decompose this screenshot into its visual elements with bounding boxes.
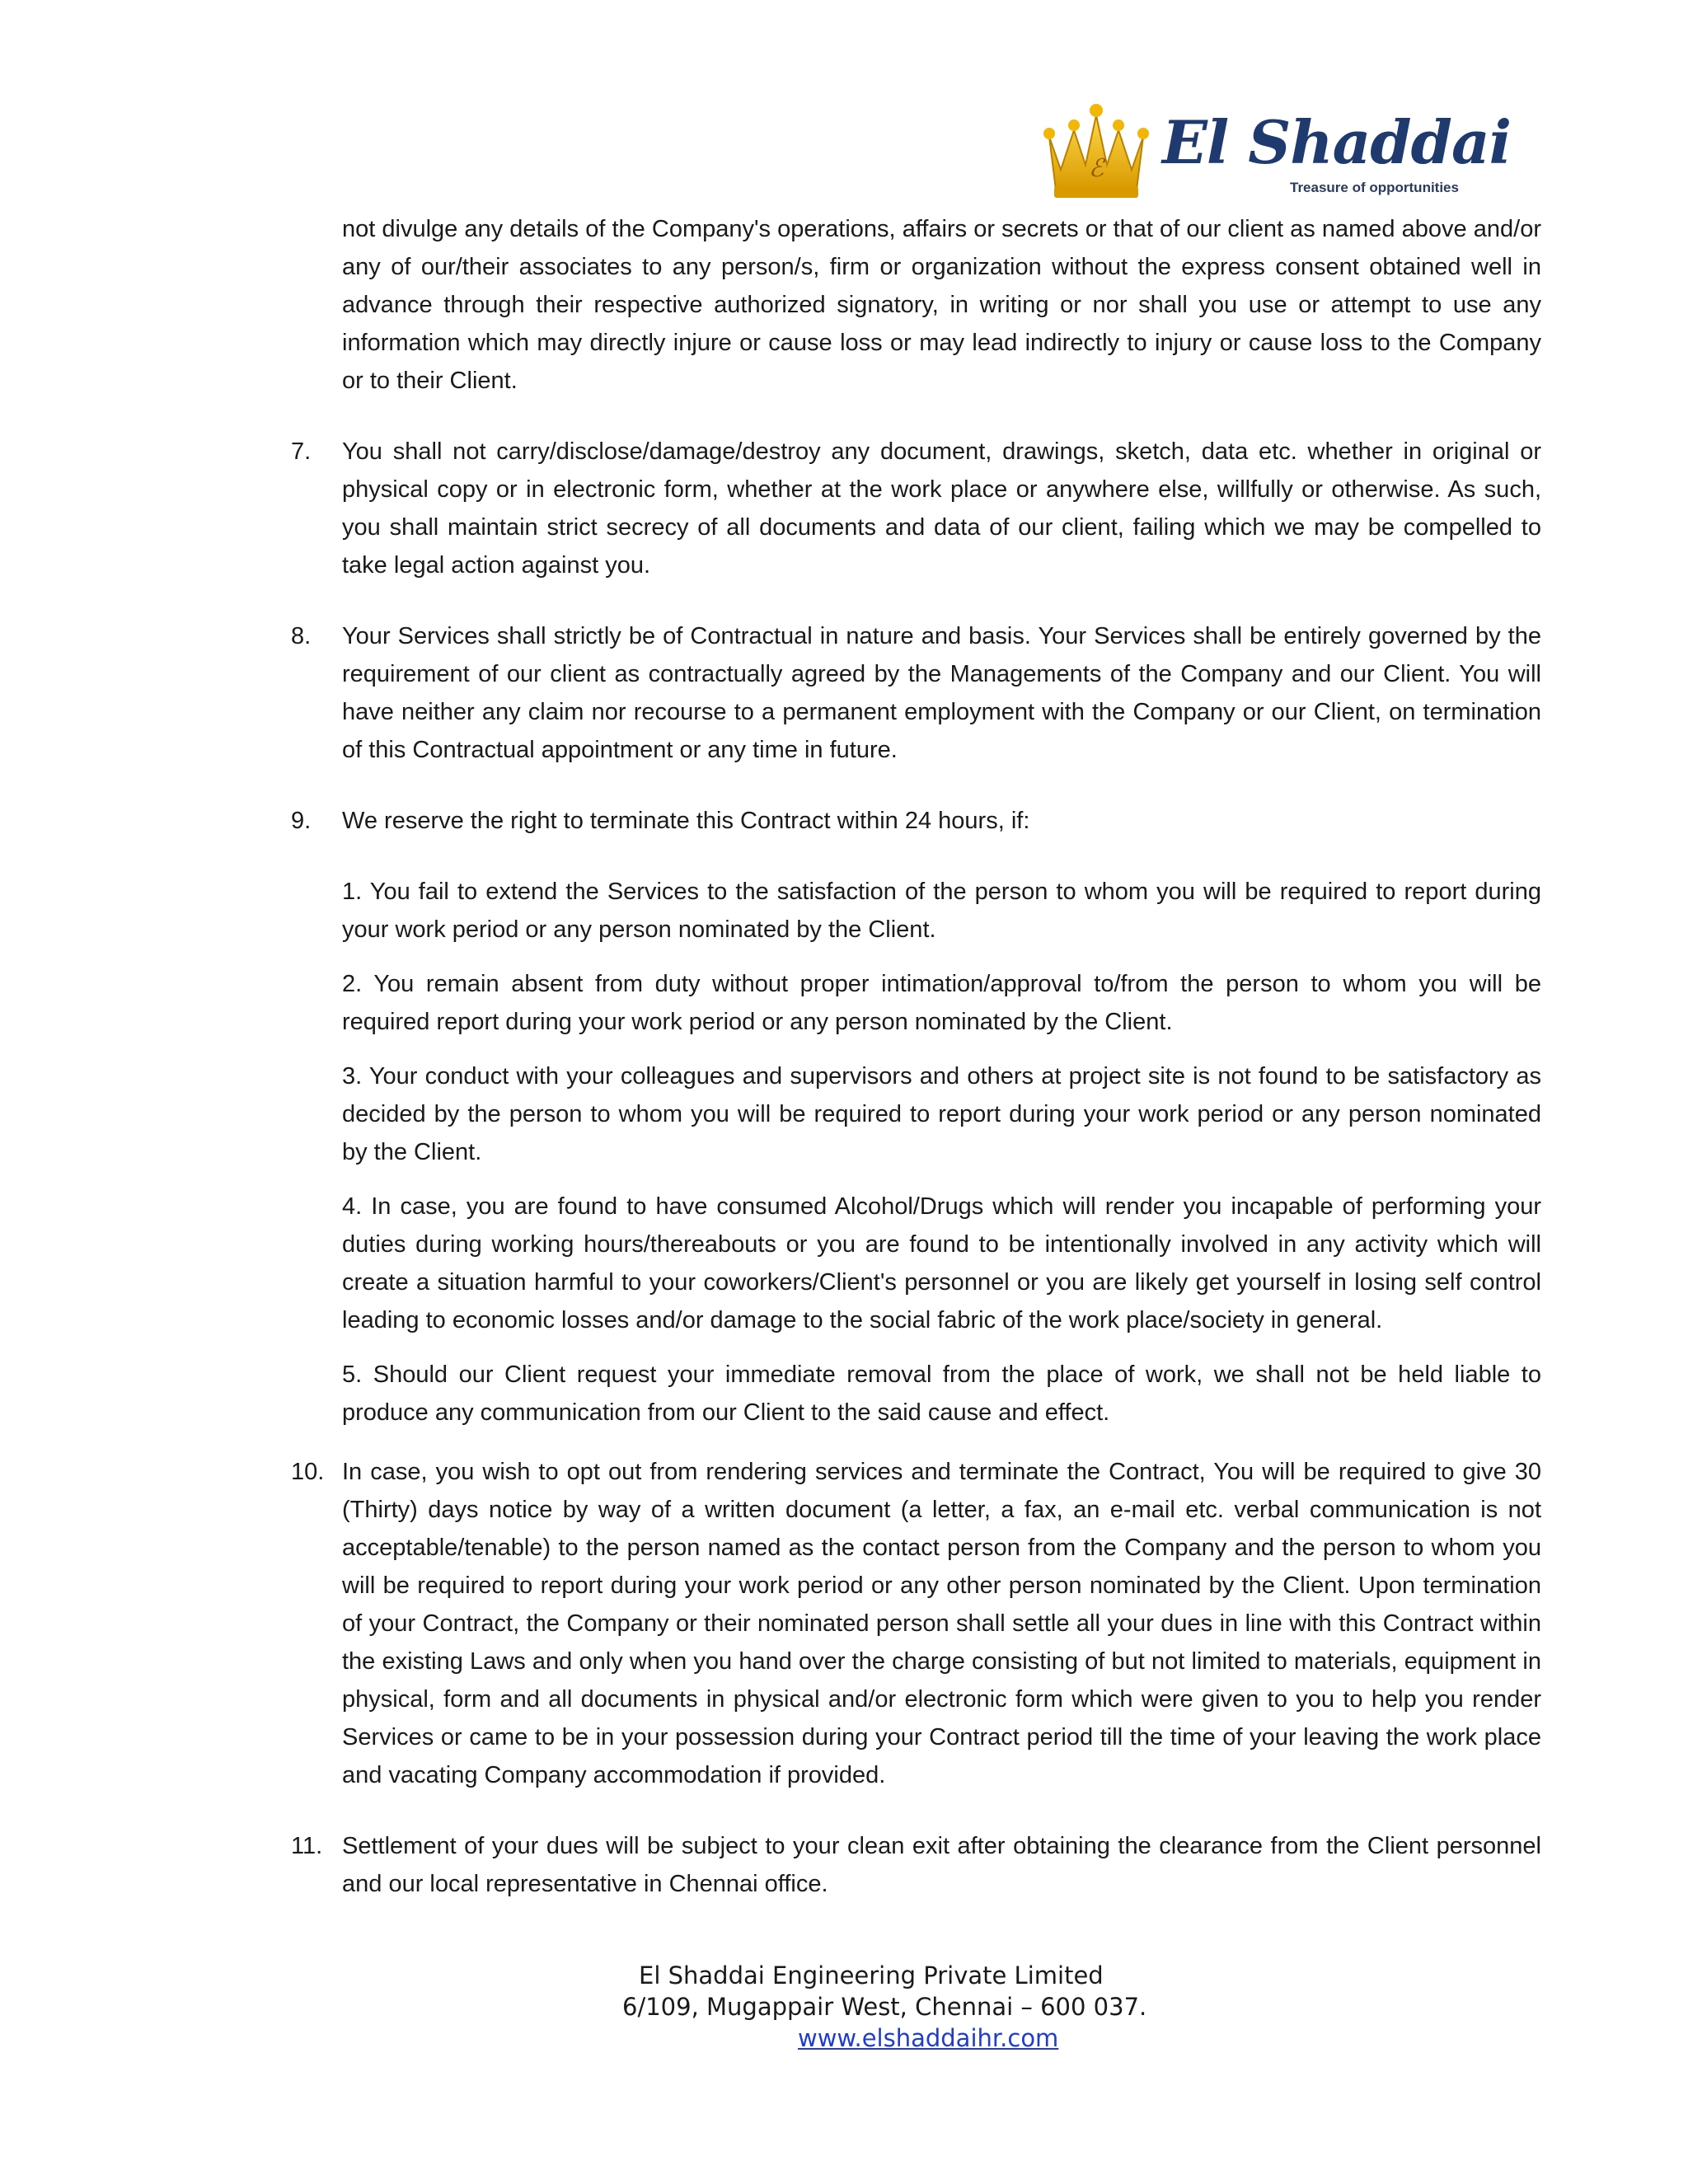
clause-number: 7.	[291, 438, 312, 465]
clause-number: 9.	[291, 808, 312, 834]
footer-company-name: El Shaddai Engineering Private Limited	[639, 1961, 1104, 1990]
clause-7	[291, 433, 1541, 584]
footer-website-link[interactable]: www.elshaddaihr.com	[798, 2024, 1059, 2052]
footer-address: 6/109, Mugappair West, Chennai – 600 037.	[622, 1993, 1147, 2021]
crown-icon	[1034, 97, 1158, 204]
clause-text: We reserve the right to terminate this Contract within 24 hours, if:	[342, 808, 1030, 834]
clause-text: Settlement of your dues will be subject to your clean exit after obtaining the clearance from the Client personnel and our local representative in Chennai office.	[342, 1833, 1541, 1897]
clause-9	[291, 802, 1541, 840]
clause-11	[291, 1827, 1541, 1903]
company-logo	[1034, 97, 1511, 204]
clause-text: You shall not carry/disclose/damage/destroy any document, drawings, sketch, data etc. whether in original or physical copy or in electronic form, whether at the work place or anywhere else, willfully or otherwise. As such, you shall maintain strict secrecy of all documents and data of our client, failing which we may be compelled to take legal action against you.	[342, 438, 1541, 579]
clause-number: 11.	[291, 1833, 323, 1859]
sub-item-2: 2. You remain absent from duty without proper intimation/approval to/from the person to whom you will be required report during your work period or any person nominated by the Client.	[342, 971, 1541, 1035]
document-body	[293, 210, 1541, 1936]
clause-number: 8.	[291, 623, 312, 649]
sub-item-5: 5. Should our Client request your immediate removal from the place of work, we shall not be held liable to produce any communication from our Client to the said cause and effect.	[342, 1361, 1541, 1426]
continuation-paragraph: not divulge any details of the Company's operations, affairs or secrets or that of our client as named above and/or any of our/their associates to any person/s, firm or organization without the express consent obtained well in advance through their respective authorized signatory, in writing or nor shall you use or attempt to use any information which may directly injure or cause loss or may lead indirectly to injury or cause loss to the Company or to their Client.	[342, 216, 1541, 394]
clause-10	[291, 1453, 1541, 1794]
clause-8	[291, 617, 1541, 769]
svg-text:ℰ: ℰ	[1088, 154, 1104, 183]
logo-tagline: Treasure of opportunities	[1290, 180, 1459, 195]
clause-number: 10.	[291, 1459, 325, 1485]
clause-text: Your Services shall strictly be of Contractual in nature and basis. Your Services shall be entirely governed by the requirement of our client as contractually agreed by the Managements of the Company and our Client. You will have neither any claim nor recourse to a permanent employment with the Company or our Client, on termination of this Contractual appointment or any time in future.	[342, 623, 1541, 763]
clause-text: In case, you wish to opt out from rendering services and terminate the Contract, You will be required to give 30 (Thirty) days notice by way of a written document (a letter, a fax, an e-mail etc. verbal communication is not acceptable/tenable) to the person named as the contact person from the Company and the person to whom you will be required to report during your work period or any other person nominated by the Client. Upon termination of your Contract, the Company or their nominated person shall settle all your dues in line with this Contract within the existing Laws and only when you hand over the charge consisting of but not limited to materials, equipment in physical, form and all documents in physical and/or electronic form which were given to you to help you render Services or came to be in your possession during your Contract period till the time of your leaving the work place and vacating Company accommodation if provided.	[342, 1459, 1541, 1788]
sub-item-4: 4. In case, you are found to have consumed Alcohol/Drugs which will render you incapable of performing your duties during working hours/thereabouts or you are found to be intentionally involved in any activity which will create a situation harmful to your coworkers/Client's personnel or you are likely get yourself in losing self control leading to economic losses and/or damage to the social fabric of the work place/society in general.	[342, 1193, 1541, 1333]
sub-item-3: 3. Your conduct with your colleagues and supervisors and others at project site is not found to be satisfactory as decided by the person to whom you will be required to report during your work period or any person nominated by the Client.	[342, 1063, 1541, 1165]
sub-item-1: 1. You fail to extend the Services to the satisfaction of the person to whom you will be required to report during your work period or any person nominated by the Client.	[342, 879, 1541, 943]
logo-wordmark: El Shaddai	[1162, 107, 1511, 177]
